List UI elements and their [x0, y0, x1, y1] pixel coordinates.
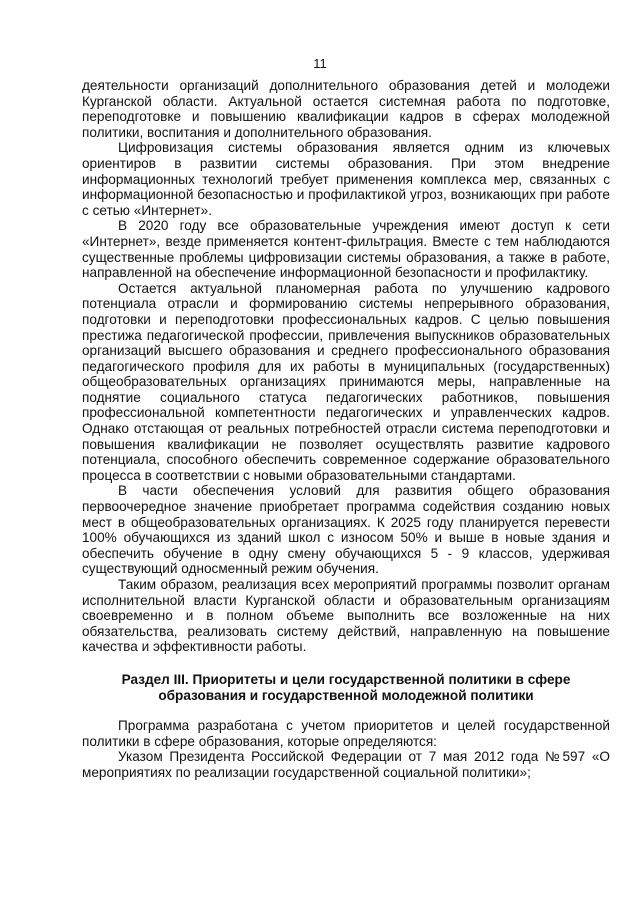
- document-body: [82, 78, 610, 781]
- paragraph-8: Указом Президента Российской Федерации от 7 мая 2012 года №597 «О мероприятиях по реализации государственной социальной политики»;: [82, 749, 610, 780]
- page-number: 11: [313, 56, 327, 71]
- section-heading: [82, 672, 610, 703]
- paragraph-3: В 2020 году все образовательные учреждения имеют доступ к сети «Интернет», везде применяется контент-фильтрация. Вместе с тем наблюдаются существенные проблемы цифровизации системы образования, а также в работе, направленной на обеспечение информационной безопасности и профилактику.: [82, 218, 610, 281]
- section-heading-line-1: Раздел III. Приоритеты и цели государственной политики в сфере: [121, 671, 571, 687]
- paragraph-1: деятельности организаций дополнительного образования детей и молодежи Курганской области. Актуальной остается системная работа по подготовке, переподготовке и повышению квалификации кадров в сферах молодежной политики, воспитания и дополнительного образования.: [82, 78, 610, 140]
- paragraph-6: Таким образом, реализация всех мероприятий программы позволит органам исполнительной власти Курганской области и образовательным организациям своевременно и в полном объеме выполнить все возложенные на них обязательства, реализовать систему действий, направленную на повышение качества и эффективности работы.: [82, 577, 610, 655]
- paragraph-5: В части обеспечения условий для развития общего образования первоочередное значение приобретает программа содействия созданию новых мест в общеобразовательных организациях. К 2025 году планируется перевести 100% обучающихся из зданий школ с износом 50% и выше в новые здания и обеспечить обучение в одну смену обучающихся 5 - 9 классов, удерживая существующий односменный режим обучения.: [82, 483, 610, 577]
- section-heading-line-2: образования и государственной молодежной политики: [158, 687, 534, 703]
- paragraph-7: Программа разработана с учетом приоритетов и целей государственной политики в сфере образования, которые определяются:: [82, 718, 610, 749]
- paragraph-4: Остается актуальной планомерная работа по улучшению кадрового потенциала отрасли и формированию системы непрерывного образования, подготовки и переподготовки профессиональных кадров. С целью повышения престижа педагогической профессии, привлечения выпускников образовательных организаций высшего образования и среднего профессионального образования педагогического профиля для их работы в муниципальных (государственных) общеобразовательных организациях принимаются меры, направленные на поднятие социального статуса педагогических работников, повышения профессиональной компетентности педагогических и управленческих кадров. Однако отстающая от реальных потребностей отрасли система переподготовки и повышения квалификации не позволяет осуществлять развитие кадрового потенциала, способного обеспечить современное содержание образовательного процесса в соответствии с новыми образовательными стандартами.: [82, 280, 610, 483]
- paragraph-2: Цифровизация системы образования является одним из ключевых ориентиров в развитии системы образования. При этом внедрение информационных технологий требует применения комплекса мер, связанных с информационной безопасностью и профилактикой угроз, возникающих при работе с сетью «Интернет».: [82, 140, 610, 218]
